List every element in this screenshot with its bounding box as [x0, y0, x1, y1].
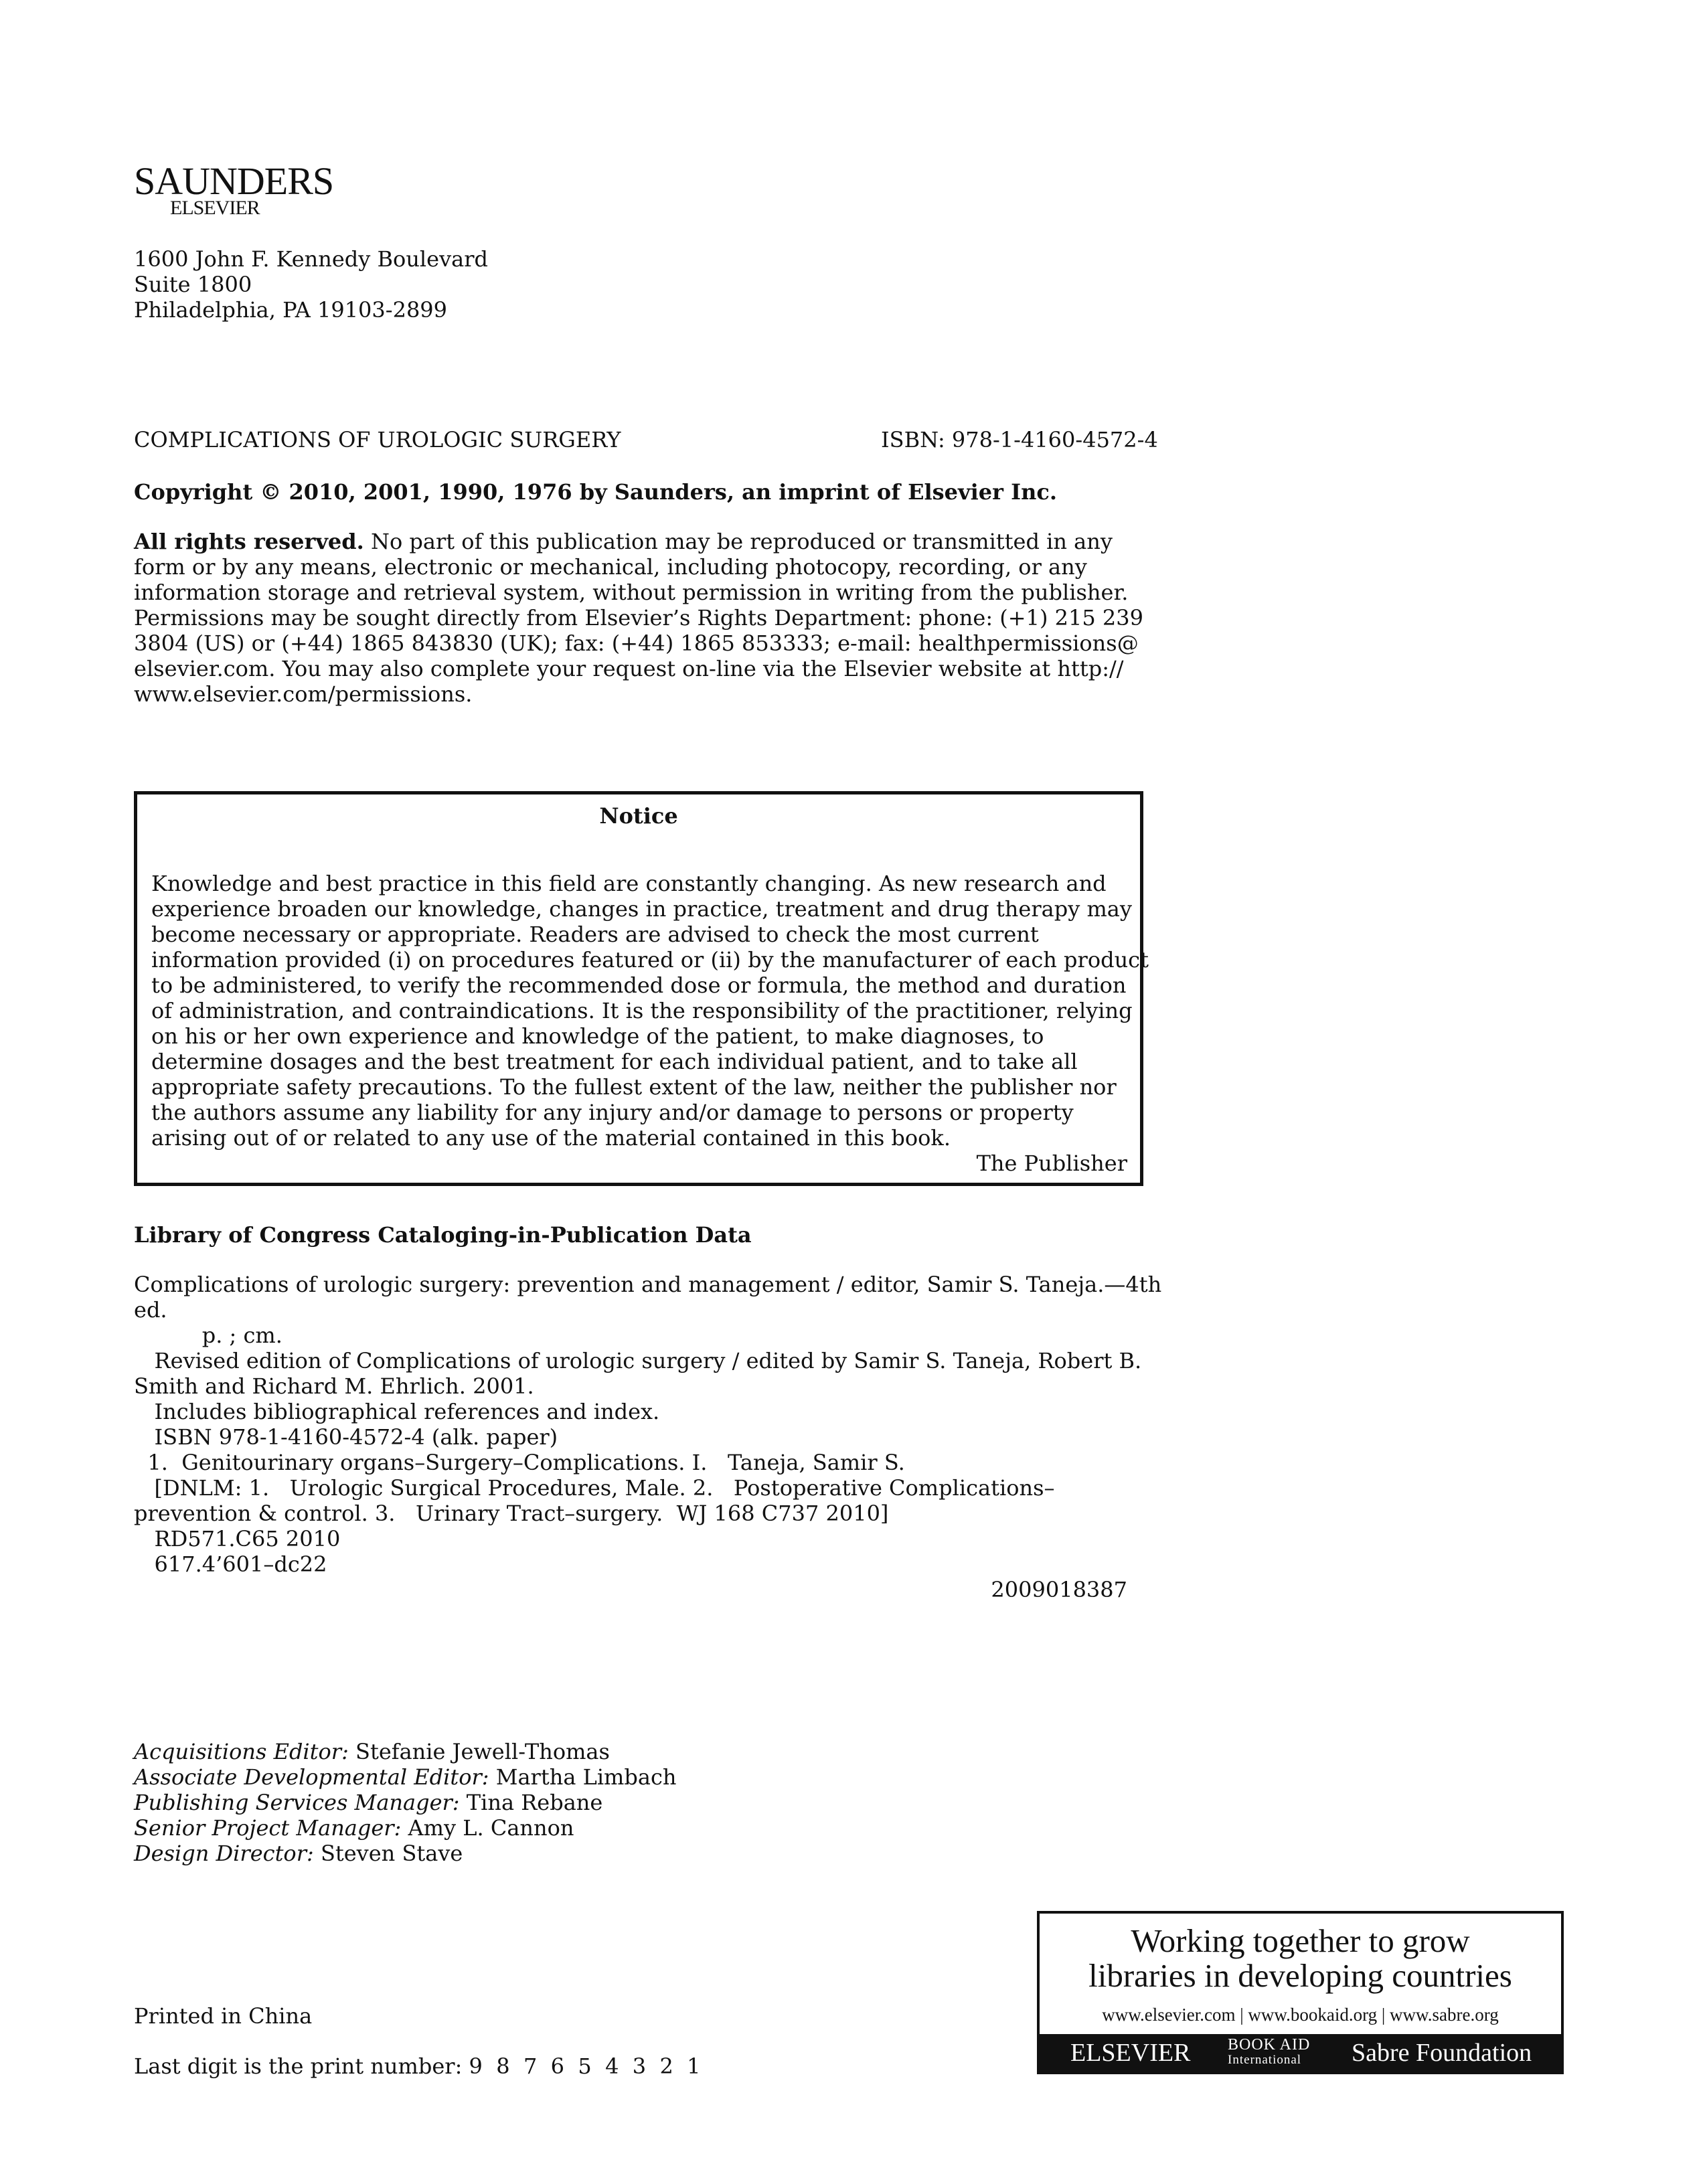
book-title: COMPLICATIONS OF UROLOGIC SURGERY [134, 427, 621, 452]
rights-line: 3804 (US) or (+44) 1865 843830 (UK); fax: (+44) 1865 853333; e-mail: healthpermissions@ [134, 631, 1139, 656]
bookaid-slogan-line2: libraries in developing countries [1088, 1957, 1512, 1994]
notice-line: appropriate safety precautions. To the fullest extent of the law, neither the publisher nor [151, 1074, 1117, 1100]
notice-line: experience broaden our knowledge, changes in practice, treatment and drug therapy may [151, 896, 1132, 922]
cip-line: ed. [134, 1297, 167, 1323]
credit-role: Acquisitions Editor: [134, 1739, 349, 1764]
notice-title: Notice [599, 803, 678, 829]
notice-line: arising out of or related to any use of the material contained in this book. [151, 1125, 951, 1151]
address-line: 1600 John F. Kennedy Boulevard [134, 246, 489, 272]
address-line: Suite 1800 [134, 272, 252, 297]
bookaid-websites: www.elsevier.com | www.bookaid.org | www.sabre.org [1102, 2005, 1499, 2025]
cip-line: Includes bibliographical references and index. [134, 1399, 660, 1424]
cip-number: 2009018387 [991, 1577, 1127, 1602]
credit-name: Steven Stave [313, 1841, 463, 1866]
bookaid-box [1037, 1911, 1564, 2074]
cip-line: prevention & control. 3. Urinary Tract–surgery. WJ 168 C737 2010] [134, 1501, 889, 1526]
rights-text: No part of this publication may be reproduced or transmitted in any [363, 529, 1113, 554]
notice-line: determine dosages and the best treatment for each individual patient, and to take all [151, 1049, 1078, 1074]
rights-lead: All rights reserved. [134, 529, 364, 554]
credit-name: Martha Limbach [489, 1764, 677, 1790]
rights-line: www.elsevier.com/permissions. [134, 681, 473, 707]
notice-line: Knowledge and best practice in this field are constantly changing. As new research and [151, 871, 1107, 896]
notice-line: to be administered, to verify the recommended dose or formula, the method and duration [151, 973, 1127, 998]
credit-line [134, 1790, 602, 1815]
credit-line [134, 1815, 574, 1841]
credit-line [134, 1764, 676, 1790]
notice-line: on his or her own experience and knowledge of the patient, to make diagnoses, to [151, 1023, 1044, 1049]
print-number-label: Last digit is the print number: [134, 2053, 469, 2079]
isbn: ISBN: 978-1-4160-4572-4 [881, 427, 1158, 452]
bookaid-slogan-line1: Working together to grow [1131, 1922, 1470, 1959]
notice-line: information provided (i) on procedures featured or (ii) by the manufacturer of each product [151, 947, 1149, 973]
saunders-logo: SAUNDERS [134, 159, 334, 203]
rights-line: information storage and retrieval system, without permission in writing from the publisher. [134, 580, 1129, 605]
notice-line: become necessary or appropriate. Readers are advised to check the most current [151, 922, 1039, 947]
cip-line: Complications of urologic surgery: prevention and management / editor, Samir S. Taneja.—4th [134, 1272, 1162, 1297]
rights-line [134, 529, 1113, 554]
credit-line [134, 1739, 610, 1764]
cip-line: Smith and Richard M. Ehrlich. 2001. [134, 1373, 534, 1399]
rights-line: form or by any means, electronic or mechanical, including photocopy, recording, or any [134, 554, 1087, 580]
cip-heading: Library of Congress Cataloging-in-Publication Data [134, 1222, 752, 1248]
bookaid-logo-top: BOOK AID [1228, 2036, 1311, 2053]
address-line: Philadelphia, PA 19103-2899 [134, 297, 448, 323]
credit-role: Publishing Services Manager: [134, 1790, 460, 1815]
print-number-line [134, 2053, 701, 2079]
copyright-line: Copyright © 2010, 2001, 1990, 1976 by Saunders, an imprint of Elsevier Inc. [134, 479, 1057, 505]
cip-line: ISBN 978-1-4160-4572-4 (alk. paper) [134, 1424, 558, 1450]
notice-line: of administration, and contraindications. It is the responsibility of the practitioner, relying [151, 998, 1133, 1023]
credit-role: Design Director: [134, 1841, 314, 1866]
bookaid-logo-bottom: International [1228, 2053, 1302, 2067]
bookaid-logo-bar [1040, 2034, 1561, 2072]
cip-line: [DNLM: 1. Urologic Surgical Procedures, Male. 2. Postoperative Complications– [134, 1475, 1055, 1501]
credit-name: Amy L. Cannon [401, 1815, 574, 1841]
cip-line: RD571.C65 2010 [134, 1526, 341, 1551]
elsevier-logo: ELSEVIER [1070, 2039, 1191, 2067]
notice-signature: The Publisher [976, 1151, 1127, 1176]
cip-line: p. ; cm. [134, 1323, 282, 1348]
sabre-logo: Sabre Foundation [1352, 2039, 1532, 2067]
credit-role: Associate Developmental Editor: [134, 1764, 489, 1790]
rights-line: elsevier.com. You may also complete your request on-line via the Elsevier website at http:// [134, 656, 1124, 681]
credit-name: Tina Rebane [459, 1790, 603, 1815]
credit-name: Stefanie Jewell-Thomas [348, 1739, 610, 1764]
cip-line: 617.4’601–dc22 [134, 1551, 327, 1577]
credit-line [134, 1841, 463, 1866]
print-number-digits: 9 8 7 6 5 4 3 2 1 [469, 2053, 701, 2079]
cip-line: 1. Genitourinary organs–Surgery–Complications. I. Taneja, Samir S. [134, 1450, 905, 1475]
rights-line: Permissions may be sought directly from Elsevier’s Rights Department: phone: (+1) 215 239 [134, 605, 1143, 631]
cip-line: Revised edition of Complications of urologic surgery / edited by Samir S. Taneja, Robert B. [134, 1348, 1142, 1373]
elsevier-logo-text: ELSEVIER [170, 197, 260, 219]
printed-in: Printed in China [134, 2003, 313, 2029]
credit-role: Senior Project Manager: [134, 1815, 402, 1841]
notice-line: the authors assume any liability for any injury and/or damage to persons or property [151, 1100, 1074, 1125]
